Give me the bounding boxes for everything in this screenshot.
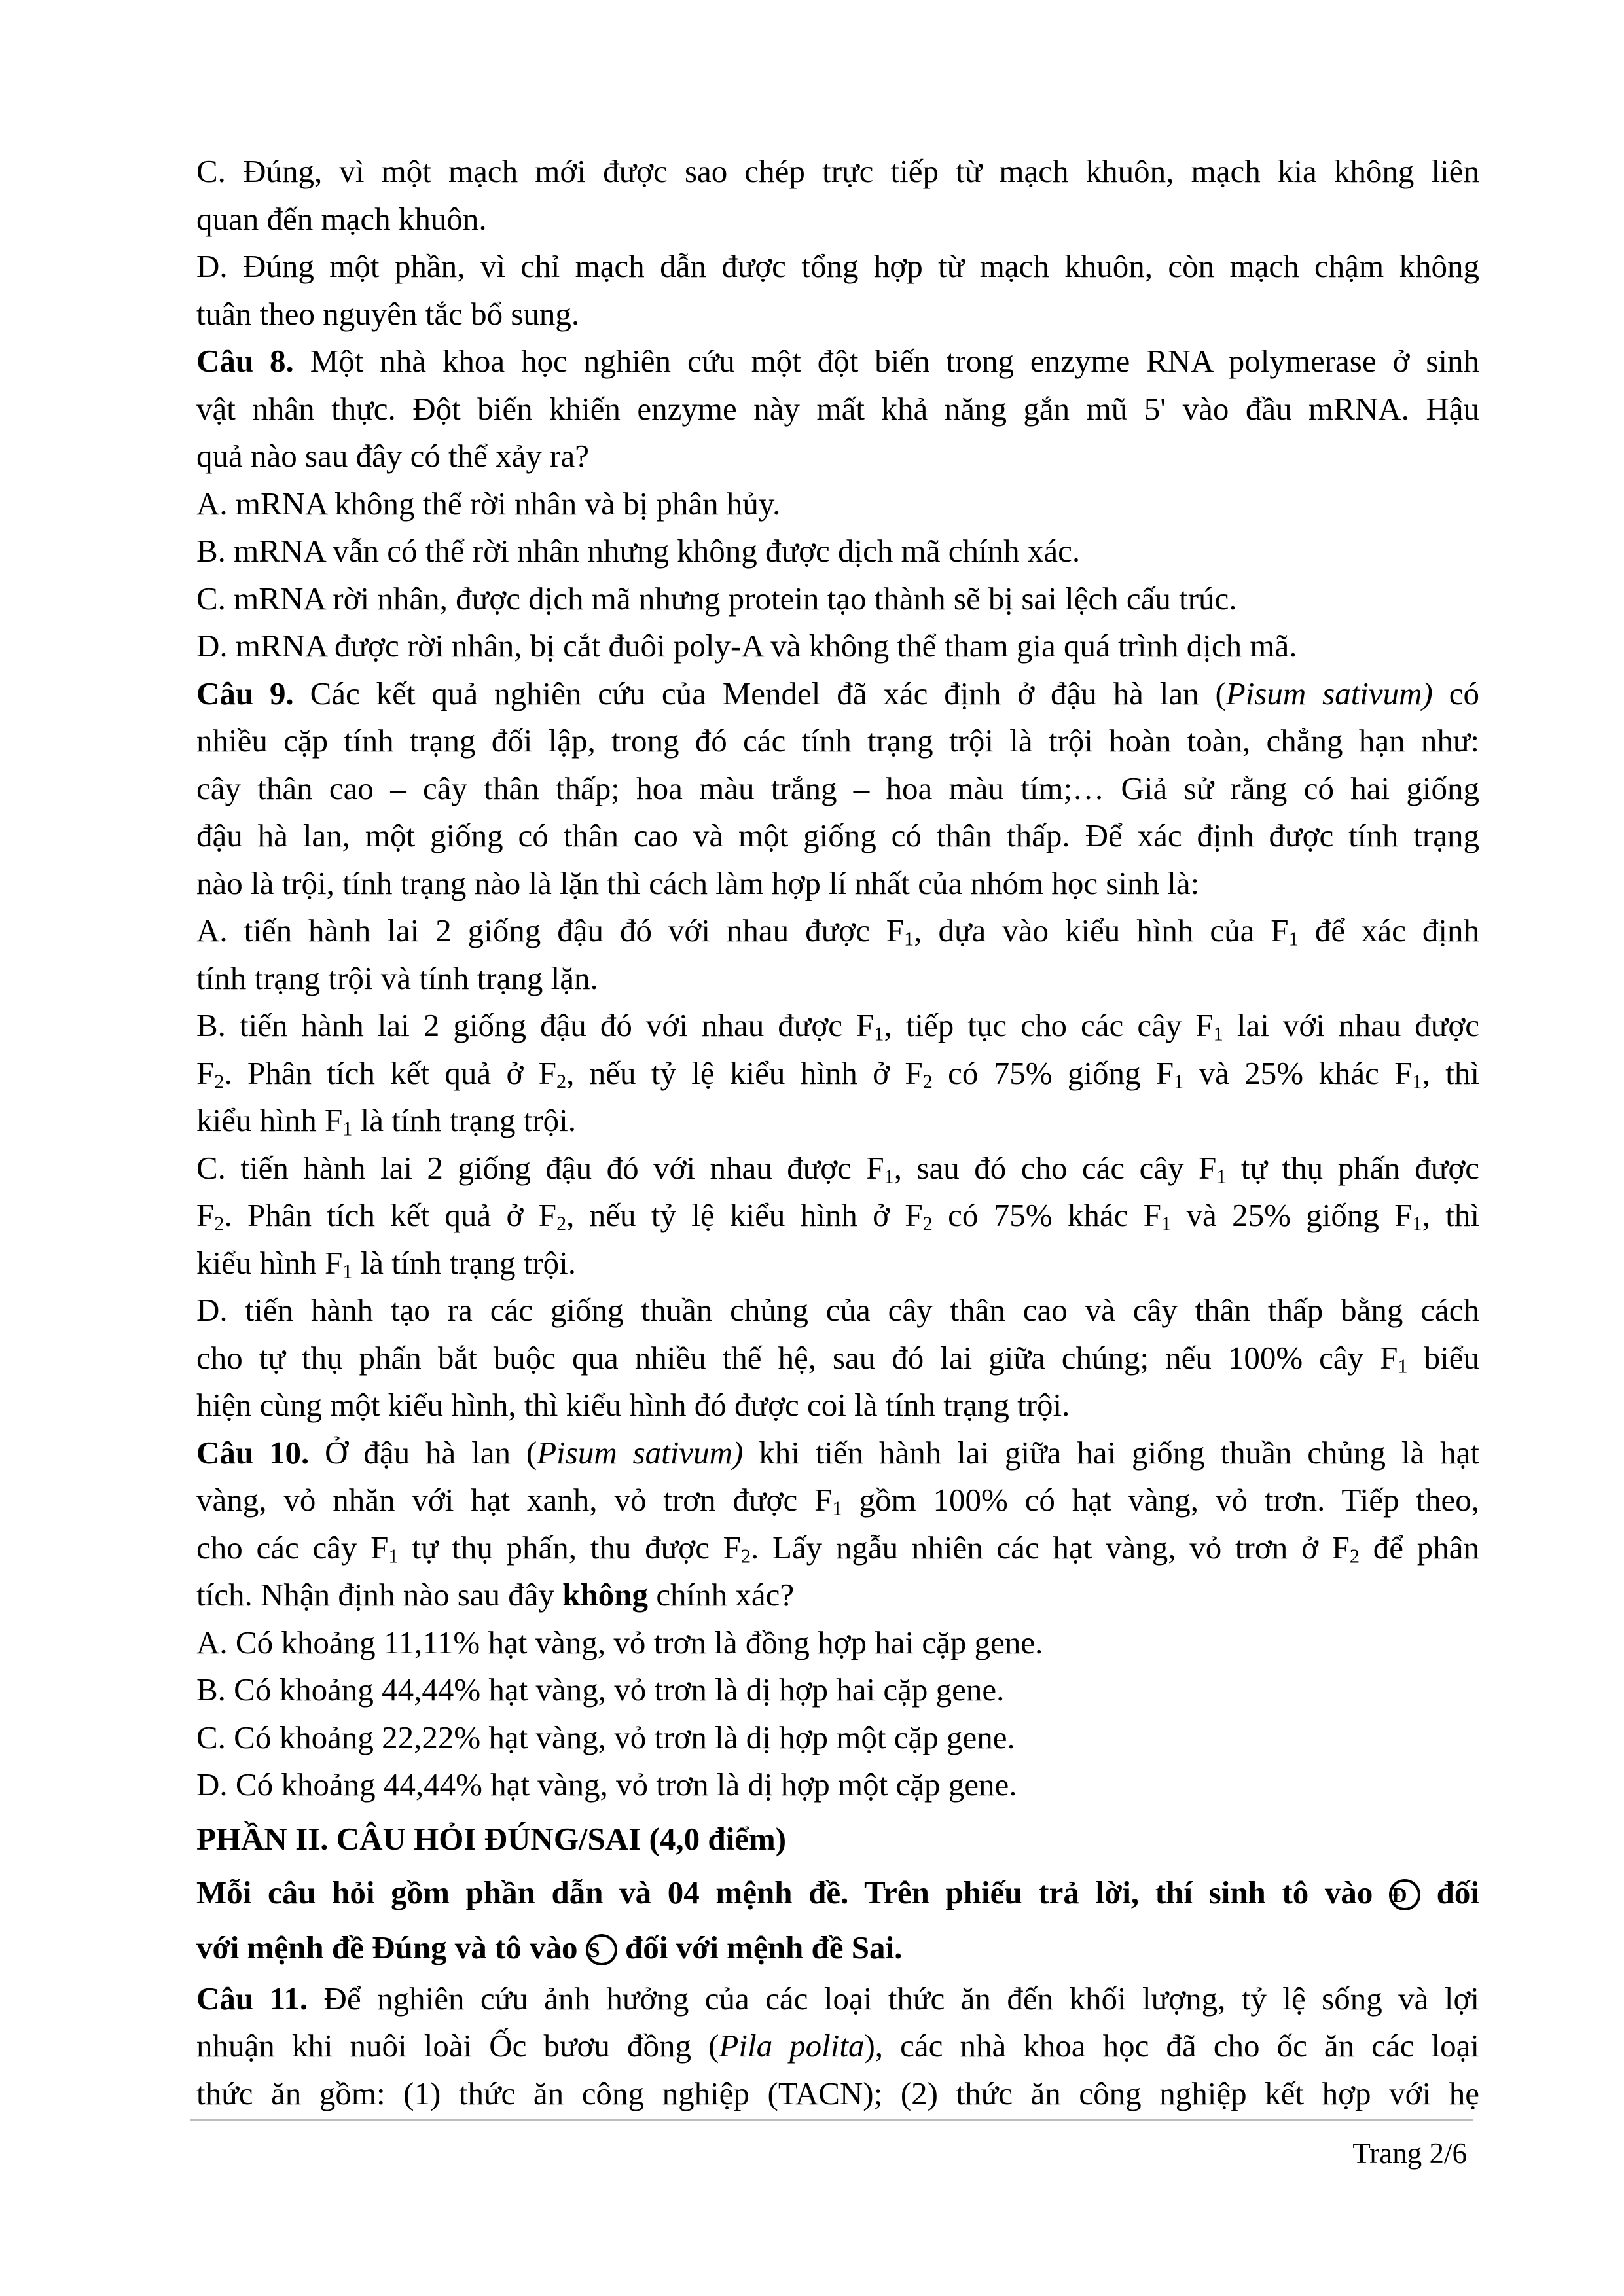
page-body [196, 148, 1479, 2117]
q7-option-c-line: C. Đúng, vì một mạch mới được sao chép trực tiếp từ mạch khuôn, mạch kia không liên [196, 153, 1479, 189]
q8-stem-line: quả nào sau đây có thể xảy ra? [196, 438, 589, 474]
q10-option-d: D. Có khoảng 44,44% hạt vàng, vỏ trơn là dị hợp một cặp gene. [196, 1767, 1017, 1803]
q9-stem-line: đậu hà lan, một giống có thân cao và một giống có thân thấp. Để xác định được tính trạng [196, 817, 1479, 853]
q8-option-b: B. mRNA vẫn có thể rời nhân nhưng không được dịch mã chính xác. [196, 533, 1081, 569]
true-circle-icon: Đ [1389, 1879, 1420, 1910]
q8-option-d: D. mRNA được rời nhân, bị cắt đuôi poly-A và không thể tham gia quá trình dịch mã. [196, 628, 1297, 664]
q9-label: Câu 9. [196, 675, 294, 711]
q10-stem-line: tích. Nhận định nào sau đây không chính xác? [196, 1577, 795, 1613]
q10-label: Câu 10. [196, 1434, 310, 1471]
q9-option-b-line: B. tiến hành lai 2 giống đậu đó với nhau được $F_1$, tiếp tục cho các cây $F_1$ lai với nhau được [196, 1007, 1479, 1045]
footer-divider [190, 2119, 1473, 2121]
q9-stem-line: nhiều cặp tính trạng đối lập, trong đó các tính trạng trội là trội hoàn toàn, chẳng hạn như: [196, 723, 1479, 759]
q10-stem-line: vàng, vỏ nhăn với hạt xanh, vỏ trơn được $F_1$ gồm 100% có hạt vàng, vỏ trơn. Tiếp theo, [196, 1482, 1479, 1520]
q10-option-a: A. Có khoảng 11,11% hạt vàng, vỏ trơn là đồng hợp hai cặp gene. [196, 1624, 1043, 1660]
q9-option-d-line: cho tự thụ phấn bắt buộc qua nhiều thế hệ, sau đó lai giữa chúng; nếu 100% cây $F_1$ biểu [196, 1339, 1479, 1378]
q9-stem-line: Câu 9. Các kết quả nghiên cứu của Mendel đã xác định ở đậu hà lan (Pisum sativum) có [196, 675, 1480, 711]
q10-option-c: C. Có khoảng 22,22% hạt vàng, vỏ trơn là dị hợp một cặp gene. [196, 1719, 1015, 1755]
species-name: Pisum sativum) [537, 1434, 744, 1471]
part2-heading: PHẦN II. CÂU HỎI ĐÚNG/SAI (4,0 điểm) [196, 1820, 787, 1857]
q8-stem-line: Câu 8. Một nhà khoa học nghiên cứu một đột biến trong enzyme RNA polymerase ở sinh [196, 343, 1480, 379]
q11-label: Câu 11. [196, 1980, 308, 2017]
q8-label: Câu 8. [196, 343, 294, 379]
q10-option-b: B. Có khoảng 44,44% hạt vàng, vỏ trơn là dị hợp hai cặp gene. [196, 1672, 1005, 1708]
q9-stem-line: cây thân cao – cây thân thấp; hoa màu trắng – hoa màu tím;… Giả sử rằng có hai giống [196, 770, 1479, 806]
q8-stem-line: vật nhân thực. Đột biến khiến enzyme này mất khả năng gắn mũ 5' vào đầu mRNA. Hậu [196, 390, 1479, 427]
page-number: Trang 2/6 [1352, 2137, 1467, 2170]
q9-stem-line: nào là trội, tính trạng nào là lặn thì cách làm hợp lí nhất của nhóm học sinh là: [196, 865, 1200, 901]
q10-stem-line: cho các cây $F_1$ tự thụ phấn, thu được $F_2$. Lấy ngẫu nhiên các hạt vàng, vỏ trơn ở $F_2$ để phân [196, 1529, 1480, 1568]
q9-option-b-line: $F_2$. Phân tích kết quả ở $F_2$, nếu tỷ lệ kiểu hình ở $F_2$ có 75% giống $F_1$ và 25% khác $F_1$, thì [196, 1054, 1479, 1093]
q11-stem-line: nhuận khi nuôi loài Ốc bươu đồng (Pila polita), các nhà khoa học đã cho ốc ăn các loại [196, 2028, 1480, 2064]
false-circle-icon: S [586, 1934, 617, 1965]
q9-option-d-line: hiện cùng một kiểu hình, thì kiểu hình đó được coi là tính trạng trội. [196, 1387, 1070, 1423]
q9-option-c-line: C. tiến hành lai 2 giống đậu đó với nhau được $F_1$, sau đó cho các cây $F_1$ tự thụ phấn được [196, 1149, 1479, 1188]
q11-stem-line: Câu 11. Để nghiên cứu ảnh hưởng của các loại thức ăn đến khối lượng, tỷ lệ sống và lợi [196, 1980, 1479, 2017]
q7-option-c-line: quan đến mạch khuôn. [196, 200, 487, 237]
q11-stem-line: thức ăn gồm: (1) thức ăn công nghiệp (TACN); (2) thức ăn công nghiệp kết hợp với hẹ [196, 2075, 1479, 2111]
species-name: Pila polita [719, 2028, 865, 2064]
part2-instructions-line: với mệnh đề Đúng và tô vào S đối với mệnh đề Sai. [196, 1929, 903, 1965]
q9-option-c-line: $F_2$. Phân tích kết quả ở $F_2$, nếu tỷ lệ kiểu hình ở $F_2$ có 75% khác $F_1$ và 25% giống $F_1$, thì [196, 1197, 1479, 1235]
species-name: Pisum sativum) [1225, 675, 1433, 711]
q9-option-d-line: D. tiến hành tạo ra các giống thuần chủng của cây thân cao và cây thân thấp bằng cách [196, 1292, 1479, 1328]
q10-stem-line: Câu 10. Ở đậu hà lan (Pisum sativum) khi tiến hành lai giữa hai giống thuần chủng là hạt [196, 1434, 1479, 1471]
q8-option-a: A. mRNA không thể rời nhân và bị phân hủy. [196, 485, 781, 522]
q7-option-d-line: tuân theo nguyên tắc bổ sung. [196, 295, 580, 332]
q9-option-b-line: kiểu hình $F_1$ là tính trạng trội. [196, 1102, 576, 1140]
q9-option-c-line: kiểu hình $F_1$ là tính trạng trội. [196, 1244, 576, 1283]
q7-option-d-line: D. Đúng một phần, vì chỉ mạch dẫn được tổng hợp từ mạch khuôn, còn mạch chậm không [196, 248, 1479, 284]
part2-instructions-line: Mỗi câu hỏi gồm phần dẫn và 04 mệnh đề. Trên phiếu trả lời, thí sinh tô vào Đ đối [196, 1874, 1479, 1910]
q9-option-a-line: tính trạng trội và tính trạng lặn. [196, 960, 598, 996]
q8-option-c: C. mRNA rời nhân, được dịch mã nhưng protein tạo thành sẽ bị sai lệch cấu trúc. [196, 580, 1237, 617]
q9-option-a-line: A. tiến hành lai 2 giống đậu đó với nhau được $F_1$, dựa vào kiểu hình của $F_1$ để xác định [196, 912, 1480, 950]
